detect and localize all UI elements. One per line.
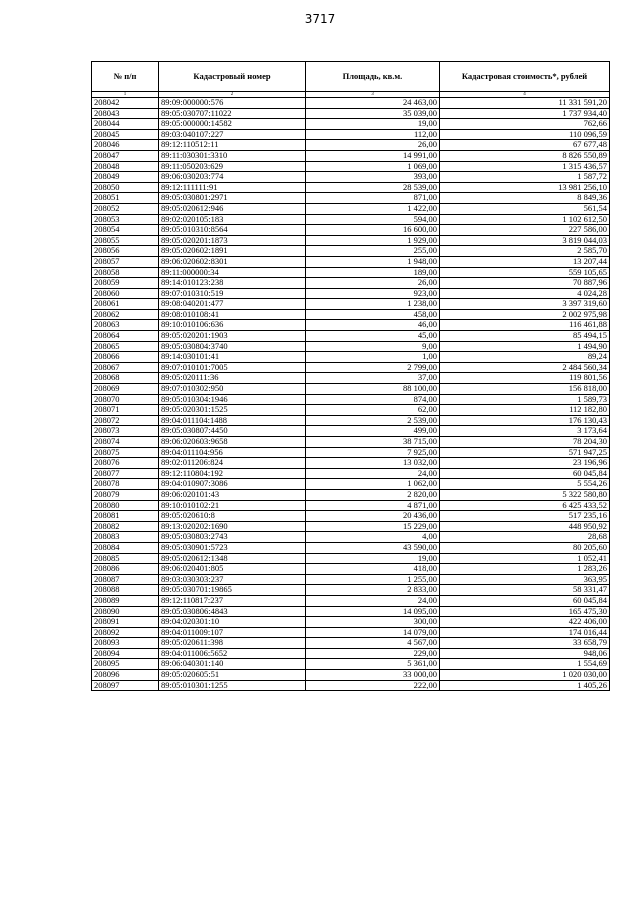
cell-cadastral-number: 89:05:020111:36 <box>159 373 306 384</box>
cell-row-number: 208086 <box>92 564 159 575</box>
cell-cadastral-value: 2 002 975,98 <box>440 309 610 320</box>
cell-cadastral-value: 422 406,00 <box>440 617 610 628</box>
table-body <box>92 98 610 691</box>
cell-area: 14 095,00 <box>306 606 440 617</box>
cell-row-number: 208092 <box>92 627 159 638</box>
table-row <box>92 150 610 161</box>
cell-row-number: 208067 <box>92 362 159 373</box>
cell-cadastral-value: 5 322 580,80 <box>440 489 610 500</box>
cell-area: 4,00 <box>306 532 440 543</box>
table-row <box>92 437 610 448</box>
cell-cadastral-value: 1 052,41 <box>440 553 610 564</box>
cell-row-number: 208056 <box>92 246 159 257</box>
cell-cadastral-value: 227 586,00 <box>440 225 610 236</box>
cell-cadastral-value: 119 801,56 <box>440 373 610 384</box>
cell-cadastral-number: 89:05:020610:8 <box>159 511 306 522</box>
table-row <box>92 447 610 458</box>
cell-cadastral-value: 4 024,28 <box>440 288 610 299</box>
cell-area: 594,00 <box>306 214 440 225</box>
cell-area: 62,00 <box>306 405 440 416</box>
cell-cadastral-value: 8 826 550,89 <box>440 150 610 161</box>
cell-row-number: 208061 <box>92 299 159 310</box>
cell-area: 393,00 <box>306 172 440 183</box>
cell-row-number: 208079 <box>92 489 159 500</box>
cell-cadastral-value: 110 096,59 <box>440 129 610 140</box>
cell-cadastral-value: 1 315 436,57 <box>440 161 610 172</box>
table-row <box>92 521 610 532</box>
cell-area: 4 871,00 <box>306 500 440 511</box>
cell-row-number: 208059 <box>92 278 159 289</box>
cell-row-number: 208077 <box>92 468 159 479</box>
cell-area: 1 238,00 <box>306 299 440 310</box>
table-row <box>92 426 610 437</box>
cell-cadastral-number: 89:05:010304:1946 <box>159 394 306 405</box>
table-row <box>92 320 610 331</box>
cell-cadastral-value: 1 554,69 <box>440 659 610 670</box>
cell-area: 26,00 <box>306 278 440 289</box>
cell-cadastral-number: 89:06:020602:8301 <box>159 256 306 267</box>
table-row <box>92 638 610 649</box>
cell-cadastral-value: 85 494,15 <box>440 331 610 342</box>
cell-cadastral-value: 174 016,44 <box>440 627 610 638</box>
table-row <box>92 331 610 342</box>
cell-area: 112,00 <box>306 129 440 140</box>
cell-cadastral-value: 1 020 030,00 <box>440 670 610 681</box>
cell-area: 45,00 <box>306 331 440 342</box>
cell-cadastral-value: 11 331 591,20 <box>440 98 610 109</box>
cell-cadastral-value: 1 494,90 <box>440 341 610 352</box>
cell-row-number: 208082 <box>92 521 159 532</box>
cell-area: 37,00 <box>306 373 440 384</box>
cell-area: 24,00 <box>306 595 440 606</box>
cell-row-number: 208070 <box>92 394 159 405</box>
cell-cadastral-value: 112 182,80 <box>440 405 610 416</box>
cell-cadastral-value: 165 475,30 <box>440 606 610 617</box>
cell-area: 19,00 <box>306 119 440 130</box>
table-row <box>92 119 610 130</box>
cell-cadastral-number: 89:06:020603:9658 <box>159 437 306 448</box>
cell-row-number: 208088 <box>92 585 159 596</box>
table-row <box>92 595 610 606</box>
cell-row-number: 208054 <box>92 225 159 236</box>
cell-row-number: 208069 <box>92 384 159 395</box>
cell-area: 20 436,00 <box>306 511 440 522</box>
cell-cadastral-value: 8 849,36 <box>440 193 610 204</box>
cell-area: 46,00 <box>306 320 440 331</box>
cell-area: 1 948,00 <box>306 256 440 267</box>
cell-cadastral-number: 89:09:000000:576 <box>159 98 306 109</box>
cell-cadastral-value: 3 173,64 <box>440 426 610 437</box>
cell-cadastral-value: 28,68 <box>440 532 610 543</box>
cell-row-number: 208062 <box>92 309 159 320</box>
cell-cadastral-value: 60 045,84 <box>440 468 610 479</box>
table-row <box>92 129 610 140</box>
cell-row-number: 208078 <box>92 479 159 490</box>
cell-row-number: 208066 <box>92 352 159 363</box>
cell-row-number: 208057 <box>92 256 159 267</box>
cell-row-number: 208042 <box>92 98 159 109</box>
cell-area: 9,00 <box>306 341 440 352</box>
cell-cadastral-number: 89:05:020612:1348 <box>159 553 306 564</box>
cell-row-number: 208074 <box>92 437 159 448</box>
cell-cadastral-number: 89:08:040201:477 <box>159 299 306 310</box>
cell-cadastral-number: 89:08:010108:41 <box>159 309 306 320</box>
table-row <box>92 373 610 384</box>
cell-cadastral-number: 89:05:000000:14582 <box>159 119 306 130</box>
cell-cadastral-number: 89:02:011206:824 <box>159 458 306 469</box>
cell-cadastral-number: 89:05:020301:1525 <box>159 405 306 416</box>
cell-area: 14 991,00 <box>306 150 440 161</box>
cell-cadastral-value: 948,06 <box>440 648 610 659</box>
cell-row-number: 208089 <box>92 595 159 606</box>
cell-area: 1 422,00 <box>306 203 440 214</box>
cell-area: 26,00 <box>306 140 440 151</box>
cell-cadastral-number: 89:05:020201:1903 <box>159 331 306 342</box>
cell-cadastral-value: 78 204,30 <box>440 437 610 448</box>
cell-cadastral-number: 89:05:030804:3740 <box>159 341 306 352</box>
cell-cadastral-number: 89:06:030203:774 <box>159 172 306 183</box>
table-row <box>92 203 610 214</box>
cell-row-number: 208058 <box>92 267 159 278</box>
table-row <box>92 670 610 681</box>
cell-cadastral-number: 89:04:010907:3086 <box>159 479 306 490</box>
table-row <box>92 542 610 553</box>
cell-area: 874,00 <box>306 394 440 405</box>
cell-cadastral-value: 1 589,73 <box>440 394 610 405</box>
cadastral-table <box>91 61 610 691</box>
table-row <box>92 108 610 119</box>
cell-area: 2 539,00 <box>306 415 440 426</box>
cell-area: 871,00 <box>306 193 440 204</box>
cell-cadastral-number: 89:02:020105:183 <box>159 214 306 225</box>
table-row <box>92 352 610 363</box>
cell-area: 1 069,00 <box>306 161 440 172</box>
table-row <box>92 553 610 564</box>
cell-row-number: 208053 <box>92 214 159 225</box>
table-row <box>92 489 610 500</box>
cell-area: 24,00 <box>306 468 440 479</box>
cell-cadastral-number: 89:07:010310:519 <box>159 288 306 299</box>
cell-row-number: 208063 <box>92 320 159 331</box>
table-row <box>92 659 610 670</box>
cell-cadastral-value: 67 677,48 <box>440 140 610 151</box>
table-row <box>92 182 610 193</box>
cell-cadastral-number: 89:06:020101:43 <box>159 489 306 500</box>
cell-area: 1 062,00 <box>306 479 440 490</box>
cell-row-number: 208049 <box>92 172 159 183</box>
cell-row-number: 208091 <box>92 617 159 628</box>
cell-area: 923,00 <box>306 288 440 299</box>
table-row <box>92 246 610 257</box>
cell-row-number: 208085 <box>92 553 159 564</box>
cell-cadastral-number: 89:10:010102:21 <box>159 500 306 511</box>
cell-area: 1 929,00 <box>306 235 440 246</box>
table-row <box>92 648 610 659</box>
cell-cadastral-value: 116 461,88 <box>440 320 610 331</box>
cell-row-number: 208043 <box>92 108 159 119</box>
table-row <box>92 617 610 628</box>
cell-row-number: 208047 <box>92 150 159 161</box>
cell-cadastral-number: 89:05:010310:8564 <box>159 225 306 236</box>
cell-cadastral-number: 89:12:111111:91 <box>159 182 306 193</box>
cell-area: 1,00 <box>306 352 440 363</box>
cell-cadastral-number: 89:12:110804:192 <box>159 468 306 479</box>
cell-row-number: 208094 <box>92 648 159 659</box>
table-row <box>92 288 610 299</box>
cell-area: 4 567,00 <box>306 638 440 649</box>
cell-cadastral-value: 13 981 256,10 <box>440 182 610 193</box>
table-row <box>92 532 610 543</box>
cell-area: 24 463,00 <box>306 98 440 109</box>
cell-cadastral-number: 89:03:030303:237 <box>159 574 306 585</box>
column-number: 2 <box>159 92 306 98</box>
table-row <box>92 225 610 236</box>
cell-row-number: 208093 <box>92 638 159 649</box>
cell-cadastral-value: 517 235,16 <box>440 511 610 522</box>
cell-cadastral-value: 23 196,96 <box>440 458 610 469</box>
cell-cadastral-number: 89:06:040301:140 <box>159 659 306 670</box>
table-row <box>92 574 610 585</box>
table-row <box>92 468 610 479</box>
cell-row-number: 208090 <box>92 606 159 617</box>
cell-cadastral-number: 89:12:110512:11 <box>159 140 306 151</box>
table-row <box>92 172 610 183</box>
cell-cadastral-value: 3 397 319,60 <box>440 299 610 310</box>
cell-cadastral-value: 1 587,72 <box>440 172 610 183</box>
table-row <box>92 267 610 278</box>
table-row <box>92 193 610 204</box>
table-row <box>92 98 610 109</box>
table-row <box>92 235 610 246</box>
cell-cadastral-value: 363,95 <box>440 574 610 585</box>
cell-row-number: 208076 <box>92 458 159 469</box>
cell-cadastral-number: 89:11:030301:3310 <box>159 150 306 161</box>
page-number: 3717 <box>304 12 336 26</box>
table-row <box>92 511 610 522</box>
cell-area: 35 039,00 <box>306 108 440 119</box>
table-row <box>92 309 610 320</box>
cell-cadastral-value: 559 105,65 <box>440 267 610 278</box>
cell-cadastral-value: 89,24 <box>440 352 610 363</box>
column-number: 1 <box>92 92 159 98</box>
cell-area: 255,00 <box>306 246 440 257</box>
cell-cadastral-value: 1 737 934,40 <box>440 108 610 119</box>
cell-area: 7 925,00 <box>306 447 440 458</box>
cell-area: 5 361,00 <box>306 659 440 670</box>
cell-area: 300,00 <box>306 617 440 628</box>
cell-cadastral-value: 176 130,43 <box>440 415 610 426</box>
table-row <box>92 405 610 416</box>
cell-cadastral-number: 89:04:011006:5652 <box>159 648 306 659</box>
table-row <box>92 394 610 405</box>
table-row <box>92 479 610 490</box>
cell-cadastral-value: 70 887,96 <box>440 278 610 289</box>
cell-row-number: 208060 <box>92 288 159 299</box>
cell-cadastral-number: 89:05:030803:2743 <box>159 532 306 543</box>
column-number: 4 <box>440 92 610 98</box>
header-cadastral-number: Кадастровый номер <box>159 62 306 92</box>
cell-row-number: 208096 <box>92 670 159 681</box>
table-row <box>92 564 610 575</box>
cell-row-number: 208081 <box>92 511 159 522</box>
cell-cadastral-value: 80 205,60 <box>440 542 610 553</box>
cell-cadastral-value: 2 585,70 <box>440 246 610 257</box>
cell-area: 229,00 <box>306 648 440 659</box>
cell-row-number: 208071 <box>92 405 159 416</box>
cell-cadastral-number: 89:05:030901:5723 <box>159 542 306 553</box>
cell-area: 38 715,00 <box>306 437 440 448</box>
cell-area: 19,00 <box>306 553 440 564</box>
cell-cadastral-number: 89:05:030707:11022 <box>159 108 306 119</box>
cell-cadastral-number: 89:14:010123:238 <box>159 278 306 289</box>
cell-area: 33 000,00 <box>306 670 440 681</box>
cell-area: 418,00 <box>306 564 440 575</box>
table-row <box>92 606 610 617</box>
table-row <box>92 585 610 596</box>
cell-area: 1 255,00 <box>306 574 440 585</box>
cell-cadastral-value: 1 102 612,50 <box>440 214 610 225</box>
cell-area: 2 833,00 <box>306 585 440 596</box>
cell-row-number: 208075 <box>92 447 159 458</box>
cell-cadastral-value: 13 207,44 <box>440 256 610 267</box>
cell-area: 16 600,00 <box>306 225 440 236</box>
cell-row-number: 208050 <box>92 182 159 193</box>
cell-row-number: 208065 <box>92 341 159 352</box>
cell-row-number: 208073 <box>92 426 159 437</box>
table-row <box>92 299 610 310</box>
cell-cadastral-value: 5 554,26 <box>440 479 610 490</box>
cell-cadastral-value: 561,54 <box>440 203 610 214</box>
cell-cadastral-number: 89:05:010301:1255 <box>159 680 306 691</box>
table-row <box>92 415 610 426</box>
cell-cadastral-number: 89:13:020202:1690 <box>159 521 306 532</box>
cell-row-number: 208055 <box>92 235 159 246</box>
table-row <box>92 341 610 352</box>
table-row <box>92 384 610 395</box>
cell-cadastral-value: 3 819 044,03 <box>440 235 610 246</box>
cell-cadastral-value: 448 950,92 <box>440 521 610 532</box>
cell-cadastral-number: 89:05:030701:19865 <box>159 585 306 596</box>
cell-row-number: 208064 <box>92 331 159 342</box>
cell-cadastral-value: 58 331,47 <box>440 585 610 596</box>
cell-row-number: 208080 <box>92 500 159 511</box>
cell-cadastral-number: 89:04:020301:10 <box>159 617 306 628</box>
cell-area: 88 100,00 <box>306 384 440 395</box>
cell-cadastral-number: 89:05:030807:4450 <box>159 426 306 437</box>
table-row <box>92 140 610 151</box>
cell-area: 14 079,00 <box>306 627 440 638</box>
cell-row-number: 208087 <box>92 574 159 585</box>
table-row <box>92 680 610 691</box>
cell-row-number: 208072 <box>92 415 159 426</box>
cell-row-number: 208052 <box>92 203 159 214</box>
cell-cadastral-number: 89:04:011009:107 <box>159 627 306 638</box>
cell-cadastral-value: 60 045,84 <box>440 595 610 606</box>
header-row-number: № п/п <box>92 62 159 92</box>
cell-area: 189,00 <box>306 267 440 278</box>
cell-cadastral-number: 89:06:020401:805 <box>159 564 306 575</box>
header-cadastral-value: Кадастровая стоимость*, рублей <box>440 62 610 92</box>
cell-row-number: 208068 <box>92 373 159 384</box>
cell-area: 28 539,00 <box>306 182 440 193</box>
table-row <box>92 627 610 638</box>
cell-cadastral-number: 89:05:020611:398 <box>159 638 306 649</box>
cell-cadastral-number: 89:05:030806:4843 <box>159 606 306 617</box>
table-row <box>92 500 610 511</box>
cell-area: 2 799,00 <box>306 362 440 373</box>
cell-cadastral-number: 89:07:010302:950 <box>159 384 306 395</box>
cell-area: 43 590,00 <box>306 542 440 553</box>
cell-cadastral-number: 89:05:030801:2971 <box>159 193 306 204</box>
cell-area: 2 820,00 <box>306 489 440 500</box>
cell-area: 13 032,00 <box>306 458 440 469</box>
cell-cadastral-number: 89:05:020201:1873 <box>159 235 306 246</box>
cell-cadastral-number: 89:12:110817:237 <box>159 595 306 606</box>
column-number: 3 <box>306 92 440 98</box>
cell-row-number: 208045 <box>92 129 159 140</box>
cell-area: 15 229,00 <box>306 521 440 532</box>
header-area: Площадь, кв.м. <box>306 62 440 92</box>
cell-cadastral-number: 89:05:020605:51 <box>159 670 306 681</box>
cell-row-number: 208044 <box>92 119 159 130</box>
cell-area: 458,00 <box>306 309 440 320</box>
cell-cadastral-value: 762,66 <box>440 119 610 130</box>
cell-row-number: 208084 <box>92 542 159 553</box>
cell-area: 222,00 <box>306 680 440 691</box>
table-row <box>92 458 610 469</box>
cell-cadastral-number: 89:03:040107:227 <box>159 129 306 140</box>
cell-cadastral-number: 89:05:020612:946 <box>159 203 306 214</box>
cell-cadastral-number: 89:10:010106:636 <box>159 320 306 331</box>
cell-cadastral-value: 2 484 560,34 <box>440 362 610 373</box>
table-row <box>92 214 610 225</box>
cell-cadastral-number: 89:07:010101:7005 <box>159 362 306 373</box>
cell-cadastral-value: 571 947,25 <box>440 447 610 458</box>
cell-row-number: 208051 <box>92 193 159 204</box>
table-row <box>92 278 610 289</box>
cell-cadastral-number: 89:04:011104:956 <box>159 447 306 458</box>
table-header-row <box>92 62 610 92</box>
cell-cadastral-value: 33 658,79 <box>440 638 610 649</box>
cell-row-number: 208046 <box>92 140 159 151</box>
cell-row-number: 208097 <box>92 680 159 691</box>
cell-cadastral-number: 89:04:011104:1488 <box>159 415 306 426</box>
table-row <box>92 161 610 172</box>
cell-row-number: 208095 <box>92 659 159 670</box>
table-row <box>92 362 610 373</box>
cell-cadastral-value: 6 425 433,52 <box>440 500 610 511</box>
cell-row-number: 208083 <box>92 532 159 543</box>
cell-row-number: 208048 <box>92 161 159 172</box>
cell-cadastral-value: 1 405,26 <box>440 680 610 691</box>
cell-area: 499,00 <box>306 426 440 437</box>
cell-cadastral-number: 89:14:030101:41 <box>159 352 306 363</box>
cell-cadastral-number: 89:11:050203:629 <box>159 161 306 172</box>
cell-cadastral-number: 89:11:000000:34 <box>159 267 306 278</box>
cell-cadastral-value: 156 818,00 <box>440 384 610 395</box>
table-row <box>92 256 610 267</box>
cell-cadastral-value: 1 283,26 <box>440 564 610 575</box>
cell-cadastral-number: 89:05:020602:1891 <box>159 246 306 257</box>
